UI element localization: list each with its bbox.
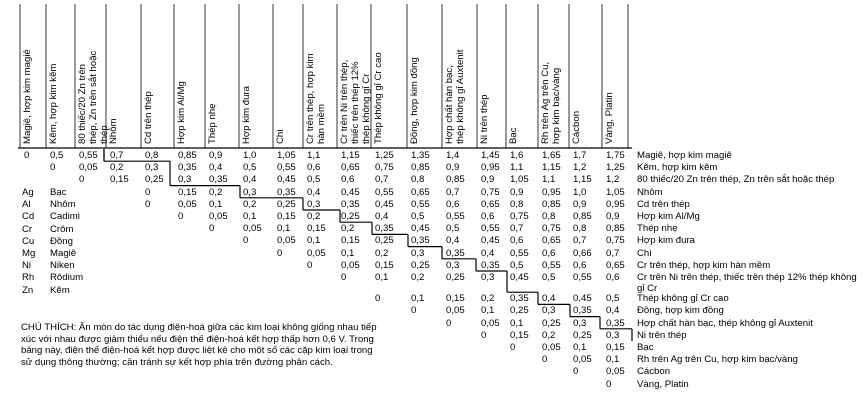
- table-cell: 0,55: [277, 162, 296, 174]
- element-name: Niken: [50, 260, 75, 272]
- table-cell: 0: [510, 342, 516, 353]
- table-cell: 0,1: [243, 211, 257, 222]
- table-cell: 0,6: [606, 272, 620, 283]
- table-cell: 1,2: [606, 174, 620, 186]
- column-header: Vàng, Platin: [604, 92, 615, 144]
- row-label: Nhôm: [637, 186, 663, 198]
- table-cell: 0,5: [411, 211, 425, 222]
- table-cell: 0,3: [481, 272, 495, 283]
- table-cell: 1,35: [411, 150, 430, 161]
- table-cell: 0,6: [481, 211, 495, 222]
- element-symbol: Cd: [22, 211, 35, 223]
- table-cell: 0,75: [481, 186, 500, 198]
- table-cell: 1,6: [510, 150, 524, 161]
- table-cell: 0,9: [481, 174, 495, 186]
- element-symbol: Cu: [22, 235, 35, 247]
- row-label: 80 thiếc/20 Zn trên thép, Zn trên sắt hoặc thép: [637, 174, 835, 186]
- row-label: Rh trên Ag trên Cu, hợp kim bạc/vàng: [637, 354, 798, 366]
- table-cell: 0,4: [243, 174, 257, 186]
- table-cell: 0,55: [446, 211, 465, 222]
- table-cell: 1,05: [606, 186, 625, 198]
- table-cell: 0,15: [510, 329, 529, 341]
- table-cell: 0,55: [411, 198, 430, 210]
- column-header: Chì: [275, 129, 286, 144]
- table-cell: 0,15: [110, 174, 129, 186]
- table-cell: 0,2: [375, 247, 389, 259]
- table-cell: 0,8: [145, 150, 159, 161]
- table-cell: 0,25: [145, 174, 164, 186]
- table-cell: 1,05: [510, 174, 529, 186]
- table-cell: 0,05: [446, 305, 465, 317]
- table-cell: 0,85: [411, 162, 430, 174]
- table-cell: 0,25: [573, 329, 592, 341]
- table-cell: 0: [606, 378, 612, 390]
- table-cell: 0: [341, 272, 347, 283]
- table-cell: 0,5: [50, 150, 64, 161]
- table-cell: 0,6: [446, 198, 460, 210]
- table-cell: 0,4: [375, 211, 389, 222]
- table-cell: 0,95: [481, 162, 500, 174]
- table-cell: 0,7: [375, 174, 389, 186]
- table-cell: 0,45: [411, 223, 430, 235]
- table-cell: 0: [209, 223, 215, 235]
- table-cell: 0: [573, 366, 579, 378]
- table-cell: 0,05: [341, 259, 360, 271]
- table-cell: 0,15: [446, 293, 465, 305]
- table-cell: 0,1: [375, 272, 389, 283]
- table-cell: 0,2: [341, 223, 355, 235]
- table-cell: 0,1: [411, 293, 425, 305]
- table-cell: 0,5: [446, 223, 460, 235]
- row-label: Hợp kim Al/Mg: [637, 211, 700, 222]
- table-cell: 0,6: [341, 174, 355, 186]
- table-cell: 0,95: [606, 198, 625, 210]
- table-cell: 0,85: [178, 150, 197, 161]
- table-cell: 0: [50, 162, 56, 174]
- table-cell: 0,15: [341, 235, 360, 247]
- column-header: Kẽm, hợp kim kẽm: [48, 63, 59, 144]
- table-cell: 0,3: [411, 247, 425, 259]
- table-cell: 1,25: [375, 150, 394, 161]
- table-cell: 0,4: [307, 186, 321, 198]
- row-label: Kẽm, hợp kim kẽm: [637, 162, 718, 174]
- row-label: Thép không gỉ Cr cao: [637, 293, 729, 305]
- table-cell: 0,4: [209, 162, 223, 174]
- table-cell: 0,05: [243, 223, 262, 235]
- table-cell: 0,75: [375, 162, 394, 174]
- row-label: Đồng, hợp kim đồng: [637, 305, 724, 317]
- table-cell: 0,05: [209, 211, 228, 222]
- table-cell: 0,25: [411, 259, 430, 271]
- table-cell: 0,3: [446, 259, 460, 271]
- table-cell: 0,65: [606, 259, 625, 271]
- table-cell: 0,75: [542, 223, 561, 235]
- table-cell: 0,45: [481, 235, 500, 247]
- table-cell: 0,05: [79, 162, 98, 174]
- table-cell: 0,3: [178, 174, 192, 186]
- table-cell: 0,3: [307, 198, 321, 210]
- table-cell: 0,4: [606, 305, 620, 317]
- table-cell: 0,15: [375, 259, 394, 271]
- element-symbol: Ag: [22, 187, 34, 198]
- table-cell: 0,35: [481, 259, 500, 271]
- table-cell: 0,35: [446, 247, 465, 259]
- table-cell: 0,5: [606, 293, 620, 305]
- table-cell: 0,3: [606, 329, 620, 341]
- element-symbol: Zn: [22, 284, 34, 296]
- table-cell: 0,3: [573, 317, 587, 329]
- table-cell: 0,1: [510, 317, 524, 329]
- table-cell: 0,55: [542, 259, 561, 271]
- table-cell: 0,35: [573, 305, 592, 317]
- table-cell: 0: [375, 293, 381, 305]
- row-label: Thép nhẹ: [637, 223, 678, 235]
- table-cell: 0,1: [573, 342, 587, 353]
- row-label: Magiê, hợp kim magiê: [637, 150, 732, 161]
- table-cell: 0,1: [277, 223, 291, 235]
- row-label: Vàng, Platin: [637, 378, 689, 390]
- table-cell: 0,9: [573, 198, 587, 210]
- table-cell: 0,85: [446, 174, 465, 186]
- table-cell: 0,35: [606, 317, 625, 329]
- table-cell: 0,4: [446, 235, 460, 247]
- element-name: Crôm: [50, 223, 74, 235]
- table-cell: 0,95: [542, 186, 561, 198]
- element-symbol: Al: [22, 199, 31, 211]
- table-cell: 0,25: [375, 235, 394, 247]
- row-label: Cr trên Ni trên thép, thiếc trên thép 12% thép không gỉ Cr: [637, 272, 857, 294]
- table-cell: 0: [243, 235, 249, 247]
- table-cell: 1,1: [307, 150, 321, 161]
- footnote: CHÚ THÍCH: Ăn mòn do tác dụng điện-hoá giữa các kim loại không giống nhau tiếp xúc với nhau được giảm thiểu nếu điện thế điện-hoá kết hợp thấp hơn 0,6 V. Trong bảng này, điện thế điện-hoá kết hợp được liệt kê cho một số các cặp kim loại trong sử dụng thông thường; cần tránh sự kết hợp phía trên đường phân cách.: [21, 322, 377, 368]
- table-cell: 0,7: [110, 150, 124, 161]
- table-cell: 0,45: [277, 174, 296, 186]
- table-cell: 0,2: [481, 293, 495, 305]
- column-header: Cd trên thép: [143, 91, 154, 144]
- table-cell: 0,7: [446, 186, 460, 198]
- element-name: Đồng: [50, 235, 73, 247]
- table-cell: 0: [542, 354, 548, 366]
- table-cell: 0,35: [510, 293, 529, 305]
- table-cell: 0,65: [411, 186, 430, 198]
- table-cell: 0: [481, 329, 487, 341]
- column-header: Hợp kim Al/Mg: [176, 81, 187, 144]
- table-cell: 0: [446, 317, 452, 329]
- table-cell: 0: [24, 150, 30, 161]
- table-cell: 0,05: [277, 235, 296, 247]
- table-cell: 1,15: [542, 162, 561, 174]
- row-label: Bạc: [637, 342, 654, 353]
- table-cell: 0,8: [510, 198, 524, 210]
- table-cell: 1,4: [446, 150, 460, 161]
- table-cell: 0: [145, 186, 151, 198]
- table-cell: 0,4: [542, 293, 556, 305]
- table-cell: 0,25: [446, 272, 465, 283]
- table-cell: 0: [277, 247, 283, 259]
- column-header: Đồng, hợp kim đồng: [409, 57, 420, 144]
- table-cell: 0,66: [573, 247, 592, 259]
- table-cell: 0: [79, 174, 85, 186]
- element-name: Nhôm: [50, 199, 76, 211]
- table-cell: 0,6: [542, 247, 556, 259]
- table-cell: 0,3: [542, 305, 556, 317]
- element-name: Magiê: [50, 248, 77, 259]
- table-cell: 0,2: [307, 211, 321, 222]
- table-cell: 0,5: [542, 272, 556, 283]
- table-cell: 0,5: [243, 162, 257, 174]
- table-cell: 0,35: [375, 223, 394, 235]
- table-cell: 1,7: [573, 150, 587, 161]
- column-header: Thép nhẹ: [207, 103, 218, 144]
- row-label: Hợp chất hàn bạc, thép không gỉ Auxtenit: [637, 317, 813, 329]
- table-cell: 0,05: [606, 366, 625, 378]
- table-cell: 1,1: [510, 162, 524, 174]
- element-symbol: Cr: [22, 223, 33, 235]
- table-cell: 1,2: [573, 162, 587, 174]
- column-header: Rh trên Ag trên Cu, hợp kim bạc/vàng: [540, 61, 562, 144]
- table-cell: 0,9: [510, 186, 524, 198]
- element-name: Kẽm: [50, 284, 70, 296]
- column-header: Ni trên thép: [479, 94, 490, 144]
- table-cell: 0: [411, 305, 417, 317]
- table-cell: 0,2: [243, 198, 257, 210]
- row-label: Cácbon: [637, 366, 671, 378]
- row-label: Cd trên thép: [637, 198, 690, 210]
- table-cell: 0,75: [606, 235, 625, 247]
- table-cell: 0: [178, 211, 184, 222]
- table-cell: 0: [145, 198, 151, 210]
- table-cell: 0,7: [606, 247, 620, 259]
- table-cell: 0,3: [243, 186, 257, 198]
- table-cell: 0,45: [341, 186, 360, 198]
- table-cell: 0,8: [573, 223, 587, 235]
- table-cell: 0,2: [110, 162, 124, 174]
- table-cell: 0,1: [341, 247, 355, 259]
- element-name: Bạc: [50, 187, 67, 198]
- table-cell: 0,1: [606, 354, 620, 366]
- table-cell: 0,55: [573, 272, 592, 283]
- table-cell: 0,05: [542, 342, 561, 353]
- table-cell: 0,1: [209, 198, 223, 210]
- table-cell: 0,85: [542, 198, 561, 210]
- table-cell: 1,1: [542, 174, 556, 186]
- table-cell: 0,65: [341, 162, 360, 174]
- table-cell: 0,9: [606, 211, 620, 222]
- table-cell: 1,75: [606, 150, 625, 161]
- table-cell: 0,9: [209, 150, 223, 161]
- element-symbol: Mg: [22, 248, 36, 259]
- table-cell: 0,25: [510, 305, 529, 317]
- table-cell: 0,85: [606, 223, 625, 235]
- table-cell: 0,15: [178, 186, 197, 198]
- table-cell: 0,45: [573, 293, 592, 305]
- table-cell: 0,15: [307, 223, 326, 235]
- element-symbol: Rh: [22, 272, 35, 284]
- column-header: Hợp chất hàn bạc, thép không gỉ Auxtenit: [444, 49, 466, 144]
- table-cell: 1,15: [341, 150, 360, 161]
- table-cell: 0,6: [573, 259, 587, 271]
- table-cell: 0,5: [510, 259, 524, 271]
- table-cell: 0,55: [375, 186, 394, 198]
- column-header: Magiê, hợp kim magiê: [22, 49, 33, 144]
- table-cell: 0,55: [79, 150, 98, 161]
- table-cell: 0,85: [573, 211, 592, 222]
- table-cell: 0,05: [178, 198, 197, 210]
- table-cell: 0,3: [145, 162, 159, 174]
- table-cell: 1,05: [277, 150, 296, 161]
- column-header: Cr trên Ni trên thép, thiếc trên thép 12% thép không gỉ Cr: [339, 59, 372, 144]
- table-cell: 0,4: [481, 247, 495, 259]
- table-cell: 0,45: [510, 272, 529, 283]
- column-header: Nhôm: [108, 118, 119, 144]
- table-cell: 0,45: [375, 198, 394, 210]
- table-cell: 0,55: [510, 247, 529, 259]
- row-label: Ni trên thép: [637, 329, 687, 341]
- element-name: Cadimi: [50, 211, 80, 223]
- column-header: Hợp kim đura: [241, 85, 252, 144]
- table-cell: 0,05: [307, 247, 326, 259]
- table-cell: 0,1: [481, 305, 495, 317]
- table-cell: 0: [307, 259, 313, 271]
- column-header: Thép không gỉ Cr cao: [373, 52, 384, 144]
- row-label: Hợp kim đura: [637, 235, 696, 247]
- table-cell: 0,7: [573, 235, 587, 247]
- table-cell: 0,5: [307, 174, 321, 186]
- table-cell: 0,6: [307, 162, 321, 174]
- table-cell: 0,7: [510, 223, 524, 235]
- column-header: Bạc: [508, 127, 519, 144]
- table-cell: 0,1: [307, 235, 321, 247]
- table-cell: 0,35: [411, 235, 430, 247]
- element-name: Rôdium: [50, 272, 84, 284]
- table-cell: 0,75: [510, 211, 529, 222]
- table-cell: 0,25: [341, 211, 360, 222]
- table-cell: 0,65: [481, 198, 500, 210]
- table-cell: 0,25: [542, 317, 561, 329]
- table-cell: 0,55: [481, 223, 500, 235]
- table-cell: 0,35: [209, 174, 228, 186]
- table-cell: 0,9: [446, 162, 460, 174]
- column-header: Cácbon: [571, 110, 582, 144]
- table-cell: 0,2: [209, 186, 223, 198]
- table-cell: 0,35: [341, 198, 360, 210]
- table-cell: 0,2: [542, 329, 556, 341]
- table-cell: 1,45: [481, 150, 500, 161]
- column-header: 80 thiếc/20 Zn trên thép, Zn trên sắt hoặc thép: [77, 50, 110, 144]
- table-cell: 1,0: [573, 186, 587, 198]
- table-cell: 0,2: [411, 272, 425, 283]
- table-cell: 1,15: [573, 174, 592, 186]
- table-cell: 1,65: [542, 150, 561, 161]
- column-header: Cr trên thép, hợp kim hàn mềm: [305, 53, 327, 144]
- table-cell: 0,05: [573, 354, 592, 366]
- row-label: Cr trên thép, hợp kim hàn mềm: [637, 259, 771, 271]
- table-cell: 0,8: [542, 211, 556, 222]
- row-label: Chì: [637, 247, 652, 259]
- table-cell: 1,25: [606, 162, 625, 174]
- table-cell: 0,25: [277, 198, 296, 210]
- table-cell: 0,65: [542, 235, 561, 247]
- element-symbol: Ni: [22, 260, 32, 272]
- table-cell: 1,0: [243, 150, 257, 161]
- table-cell: 0,35: [178, 162, 197, 174]
- table-cell: 0,15: [606, 342, 625, 353]
- table-cell: 0,15: [277, 211, 296, 222]
- table-cell: 0,6: [510, 235, 524, 247]
- table-cell: 0,05: [481, 317, 500, 329]
- table-cell: 0,8: [411, 174, 425, 186]
- table-cell: 0,35: [277, 186, 296, 198]
